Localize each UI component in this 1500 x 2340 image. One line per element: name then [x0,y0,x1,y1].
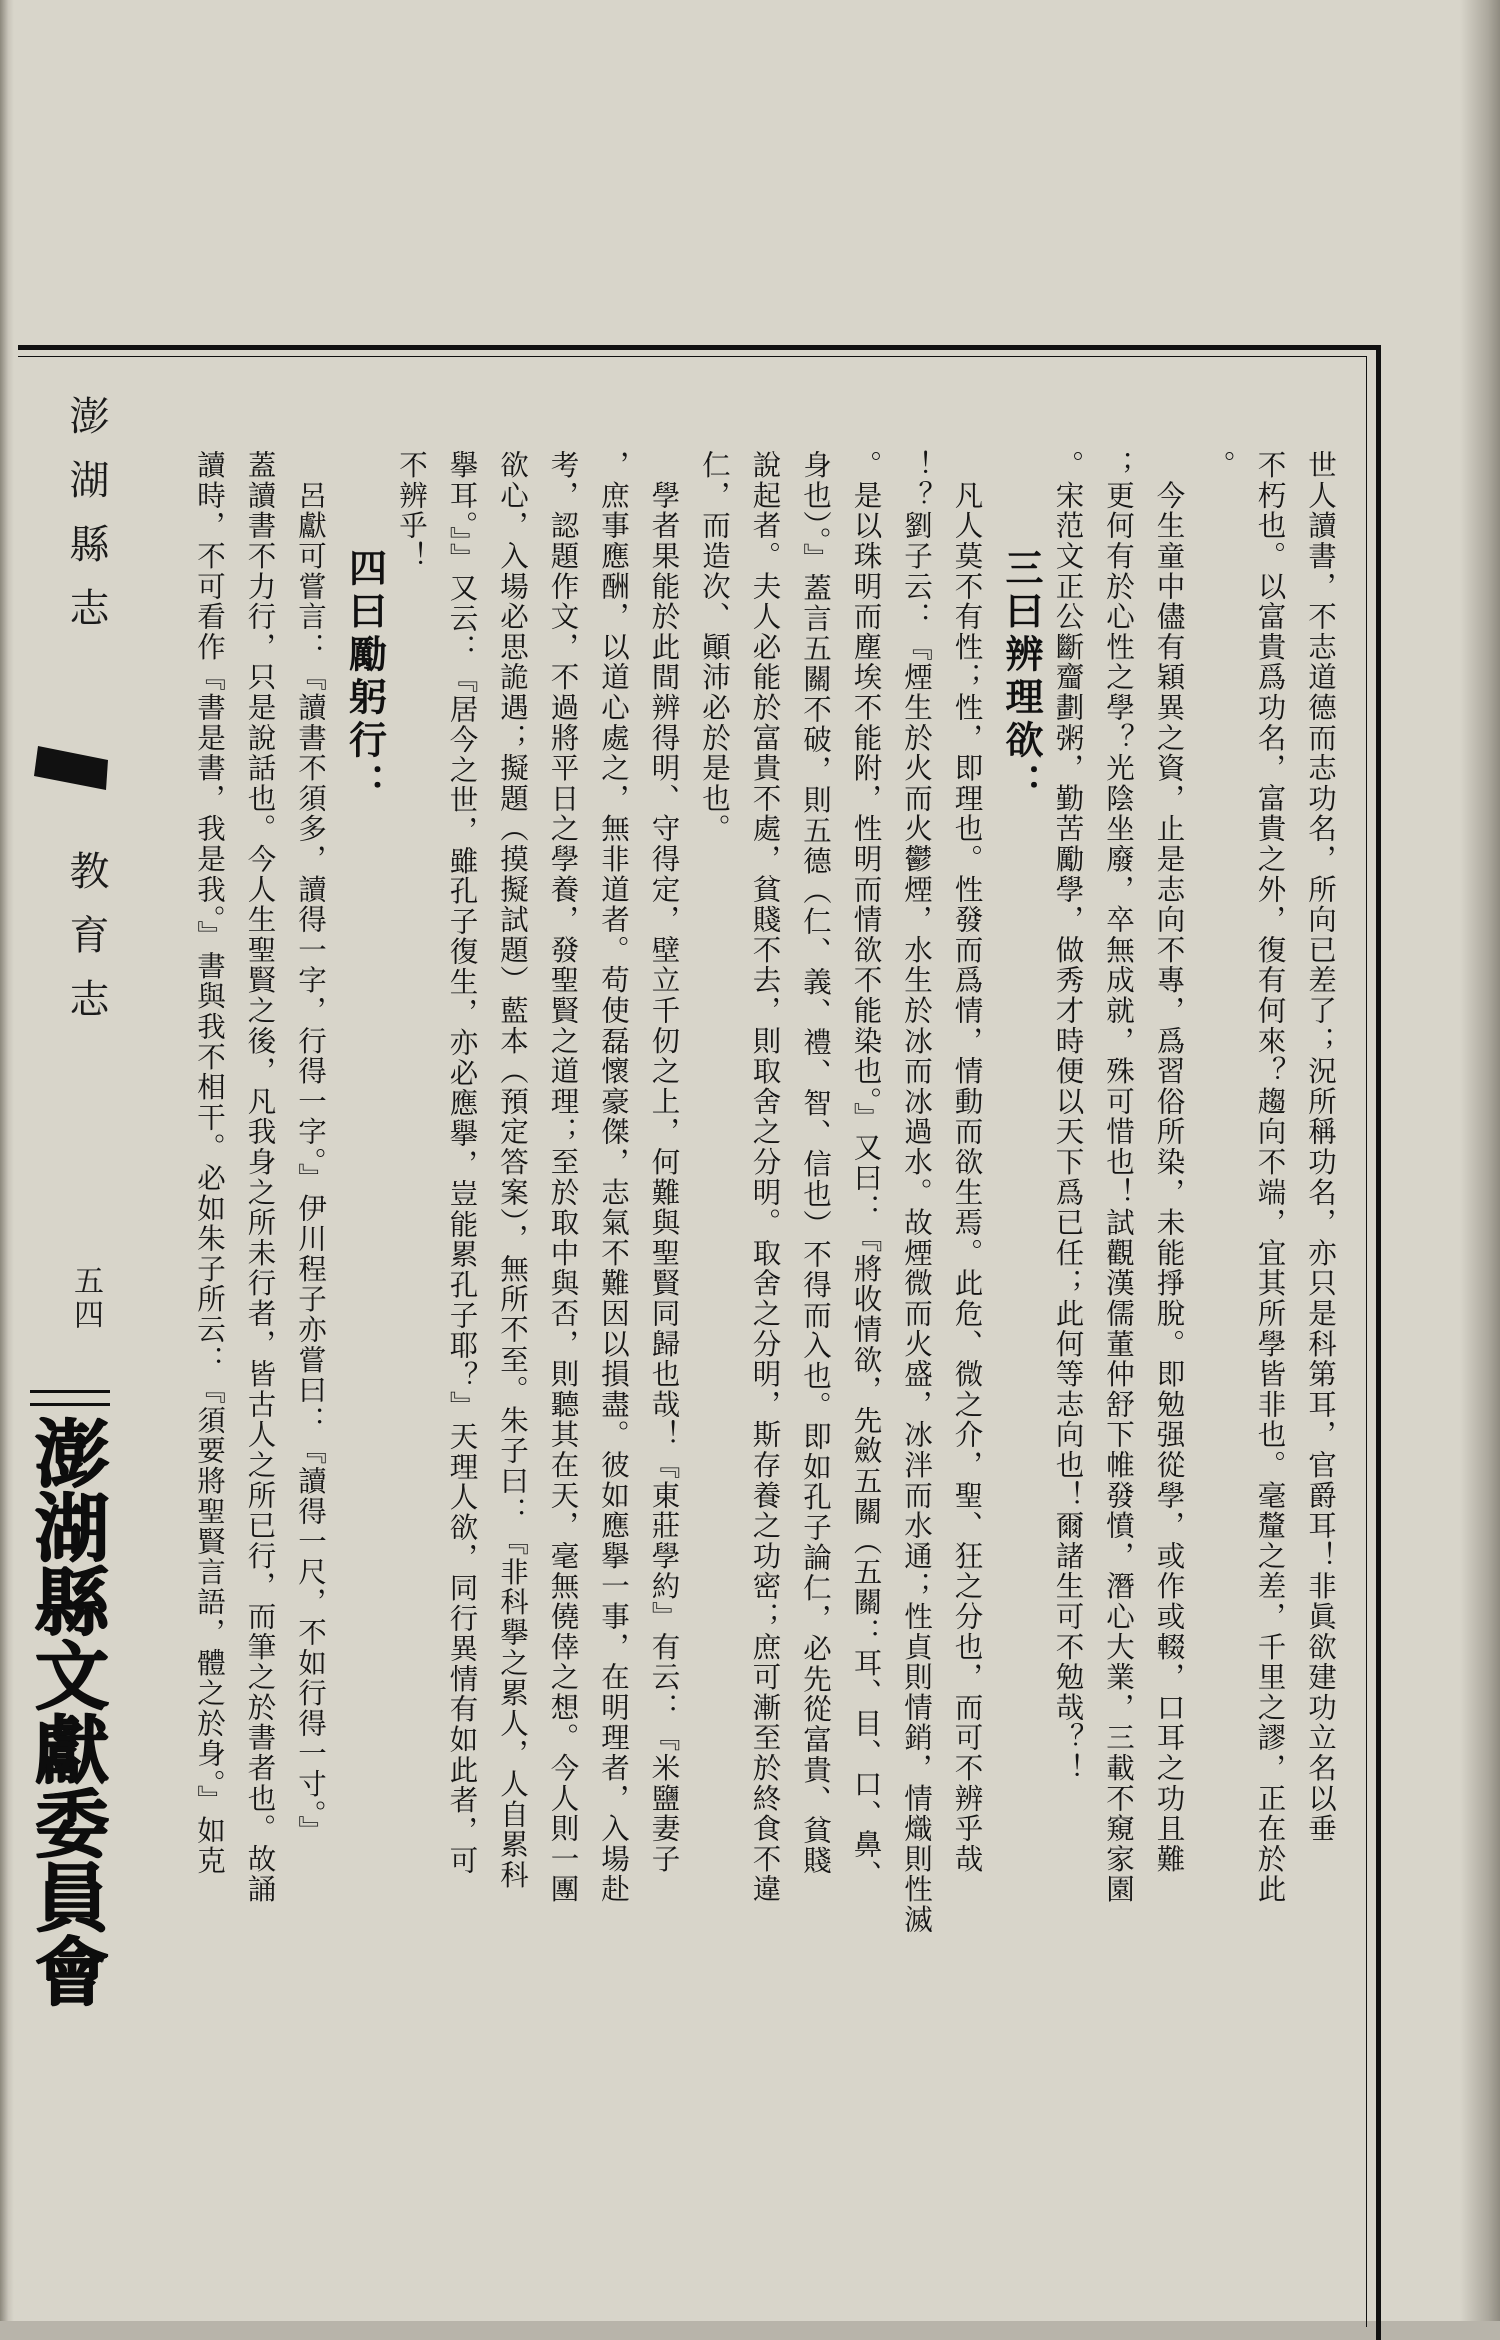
text-column: 欲心，入場必思詭遇；擬題（摸擬試題）藍本（預定答案），無所不至。朱子曰：『非科擧之累人，人自累科 [496,450,529,1891]
text-column: 仁，而造次、顚沛必於是也。 [698,450,731,844]
text-column: 學者果能於此間辨得明、守得定，壁立千仞之上，何難與聖賢同歸也哉！『東莊學約』有云：『米鹽妻子 [647,450,681,1875]
text-column: 。 [1203,450,1236,481]
text-column: 凡人莫不有性；性，即理也。性發而爲情，情動而欲生焉。此危、微之介，聖、狂之分也，而可不辨乎哉 [950,450,984,1875]
text-column: 身也）。』蓋言五關不破，則五德（仁、義、禮、智、信也）不得而入也。即如孔子論仁，必先從富貴、貧賤 [799,450,832,1876]
text-column: 讀時，不可看作『書是書，我是我。』書與我不相干。必如朱子所云：『須要將聖賢言語，體之於身。』如克 [193,450,226,1876]
text-column: 。宋范文正公斷齏劃粥，勤苦勵學，做秀才時便以天下爲已任；此何等志向也！爾諸生可不勉哉？！ [1051,450,1085,1784]
text-column: ，庶事應酬，以道心處之，無非道者。苟使磊懷豪傑，志氣不難因以損盡。彼如應擧一事，在明理者，入場赴 [597,450,630,1905]
page-edge-left [0,0,14,2321]
section-divider-mark [28,740,118,796]
text-column: 。是以珠明而塵埃不能附，性明而情欲不能染也。』又曰：『將收情欲，先斂五關（五關：耳、目、口、鼻、 [849,450,883,1891]
section-heading: 四曰勵躬行： [342,548,387,806]
text-column: 考，認題作文，不過將平日之學養，發聖賢之道理；至於取中與否，則聽其在天，毫無僥倖之想。今人則一團 [546,450,580,1905]
book-title: 澎湖縣志 [63,395,109,651]
text-column: 擧耳。』』又云：『居今之世，雖孔子復生，亦必應擧，豈能累孔子耶？』天理人欲，同行異情有如此者，可 [445,450,479,1876]
text-column: 不辨乎！ [395,450,428,572]
publisher-stamp: 澎湖縣文獻委員會 [23,1415,109,2007]
margin-rule [30,1390,110,1406]
section-heading: 三曰辨理欲： [999,548,1043,806]
section-title: 教育志 [63,850,109,1042]
text-column: 不朽也。以富貴爲功名，富貴之外，復有何來？趨向不端，宜其所學皆非也。毫釐之差，千里之謬，正在於此 [1253,450,1287,1905]
text-column: 說起者。夫人必能於富貴不處，貧賤不去，則取舍之分明。取舍之分明，斯存養之功密；庶可漸至於終食不違 [748,450,782,1905]
text-column: ；更何有於心性之學？光陰坐廢，卒無成就，殊可惜也！試觀漢儒董仲舒下帷發憤，潛心大業，三載不窺家園 [1102,450,1135,1905]
text-column: 蓋讀書不力行，只是說話也。今人生聖賢之後，凡我身之所未行者，皆古人之所已行，而筆之於書者也。故誦 [243,450,277,1905]
text-column: 呂獻可嘗言：『讀書不須多，讀得一字，行得一字。』伊川程子亦嘗曰：『讀得一尺，不如行得一寸。』 [294,450,327,1846]
text-column: ！？劉子云：『煙生於火而火鬱煙，水生於冰而冰過水。故煙微而火盛，冰泮而水通；性貞則情銷，情熾則性滅 [900,450,933,1935]
text-column: 今生童中儘有穎異之資，止是志向不專，爲習俗所染，未能掙脫。即勉强從學，或作或輟，口耳之功且難 [1152,450,1186,1875]
page-number: 五四 [68,1265,103,1333]
page-edge-right [1460,0,1500,2321]
text-column: 世人讀書，不志道德而志功名，所向已差了；況所稱功名，亦只是科第耳，官爵耳！非眞欲建功立名以垂 [1304,450,1337,1844]
